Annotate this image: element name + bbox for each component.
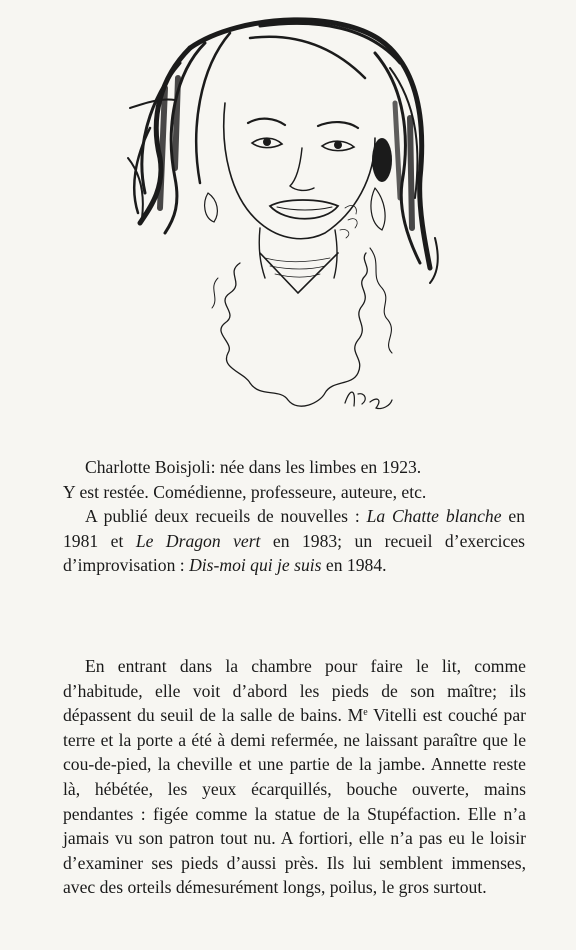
bio-paragraph-2 <box>63 504 525 578</box>
bio-line-1: Charlotte Boisjoli: née dans les limbes en 1923. <box>85 457 422 477</box>
book-title-le-dragon-vert: Le Dragon vert <box>135 530 261 551</box>
book-title-la-chatte-blanche: La Chatte blanche <box>366 506 502 526</box>
excerpt-text-b: Vitelli est couché par terre et la porte a été à demi refermée, ne laissant paraître que le cou-de-pied, la cheville et une partie de la jambe. Annette reste là, hébétée, les yeux écarquillés, bouche ouverte, mains pendantes : figée comme la statue de la Stupéfaction. Elle n’a jamais vu son patron tout nu. A fortiori, elle n’a pas eu le loisir d’examiner ses pieds d’aussi près. Ils lui semblent immenses, avec des orteils démesurément longs, poilus, le gros surtout. <box>63 705 526 898</box>
bio-paragraph-1 <box>63 455 525 480</box>
bio-p2-text-d: en 1984. <box>321 555 387 575</box>
author-biography <box>63 455 525 578</box>
story-excerpt <box>63 654 526 900</box>
excerpt-text-a: En entrant dans la chambre pour faire le lit, comme d’habitude, elle voit d’abord les pieds de son maître; ils dépassent du seuil de la salle de bains. M <box>63 656 526 726</box>
bio-p2-text-c: en 1983; un recueil d’exercices d’improvisation : <box>63 530 526 575</box>
excerpt-paragraph <box>63 654 526 900</box>
bio-line-2-text: Y est restée. Comédienne, professeure, auteure, etc. <box>63 481 427 502</box>
bio-p2-text-b: en 1981 et <box>63 506 525 551</box>
bio-p2-text-a: A publié deux recueils de nouvelles : <box>85 506 367 526</box>
bio-line-2 <box>63 480 525 505</box>
excerpt-superscript: e <box>363 707 368 719</box>
author-portrait-drawing <box>120 8 460 433</box>
book-title-dis-moi-qui-je-suis: Dis-moi qui je suis <box>189 555 322 575</box>
